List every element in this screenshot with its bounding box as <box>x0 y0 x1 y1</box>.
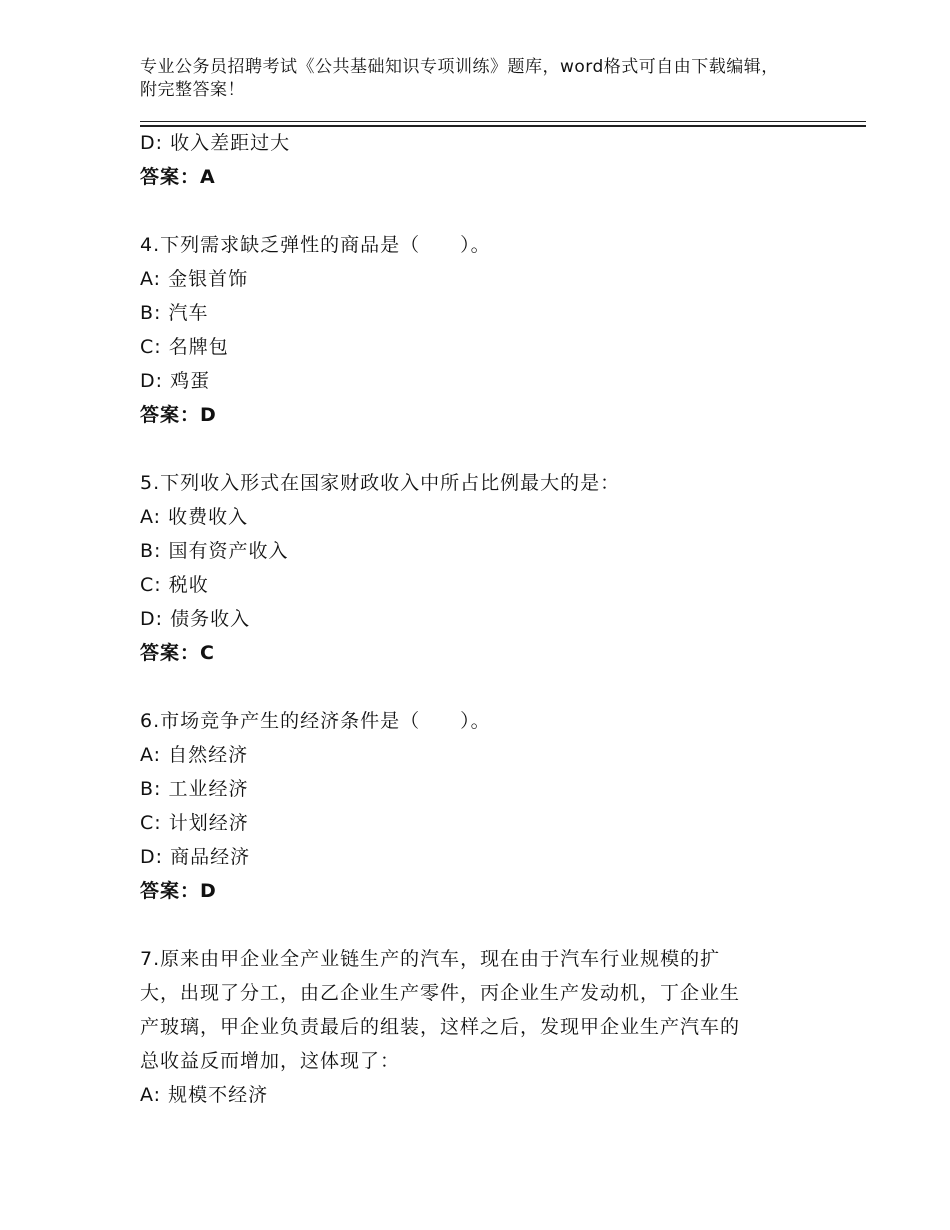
question-content <box>140 126 866 1112</box>
question-6-text: 6.市场竞争产生的经济条件是（ ）。 <box>140 710 491 732</box>
question-5-option-b: B: 国有资产收入 <box>140 540 289 562</box>
spacer <box>140 670 866 704</box>
question-6-option-d: D: 商品经济 <box>140 846 251 868</box>
prev-answer: 答案：A <box>140 166 216 188</box>
question-5-answer: 答案：C <box>140 642 215 664</box>
question-4-option-a: A: 金银首饰 <box>140 268 249 290</box>
question-7-option-a: A: 规模不经济 <box>140 1084 269 1106</box>
spacer <box>140 908 866 942</box>
question-4-option-c: C: 名牌包 <box>140 336 229 358</box>
question-5-option-d: D: 债务收入 <box>140 608 251 630</box>
question-4-answer: 答案：D <box>140 404 217 426</box>
question-6-option-c: C: 计划经济 <box>140 812 249 834</box>
prev-option-d: D: 收入差距过大 <box>140 132 291 154</box>
question-5-text: 5.下列收入形式在国家财政收入中所占比例最大的是： <box>140 472 621 494</box>
question-4-option-b: B: 汽车 <box>140 302 209 324</box>
header-rule-thin <box>140 121 866 122</box>
question-7-text-line-2: 大，出现了分工，由乙企业生产零件，丙企业生产发动机，丁企业生 <box>140 982 741 1004</box>
question-6-answer: 答案：D <box>140 880 217 902</box>
question-4-option-d: D: 鸡蛋 <box>140 370 211 392</box>
question-6-option-b: B: 工业经济 <box>140 778 249 800</box>
question-5-option-c: C: 税收 <box>140 574 209 596</box>
question-4-text: 4.下列需求缺乏弹性的商品是（ ）。 <box>140 234 491 256</box>
question-7-text-line-4: 总收益反而增加，这体现了： <box>140 1050 401 1072</box>
question-7-text-line-3: 产玻璃，甲企业负责最后的组装，这样之后，发现甲企业生产汽车的 <box>140 1016 741 1038</box>
question-6-option-a: A: 自然经济 <box>140 744 249 766</box>
question-7-text-line-1: 7.原来由甲企业全产业链生产的汽车，现在由于汽车行业规模的扩 <box>140 948 721 970</box>
spacer <box>140 194 866 228</box>
document-header: 专业公务员招聘考试《公共基础知识专项训练》题库，word格式可自由下载编辑，附完整答案！ <box>140 57 779 100</box>
question-5-option-a: A: 收费收入 <box>140 506 249 528</box>
spacer <box>140 432 866 466</box>
